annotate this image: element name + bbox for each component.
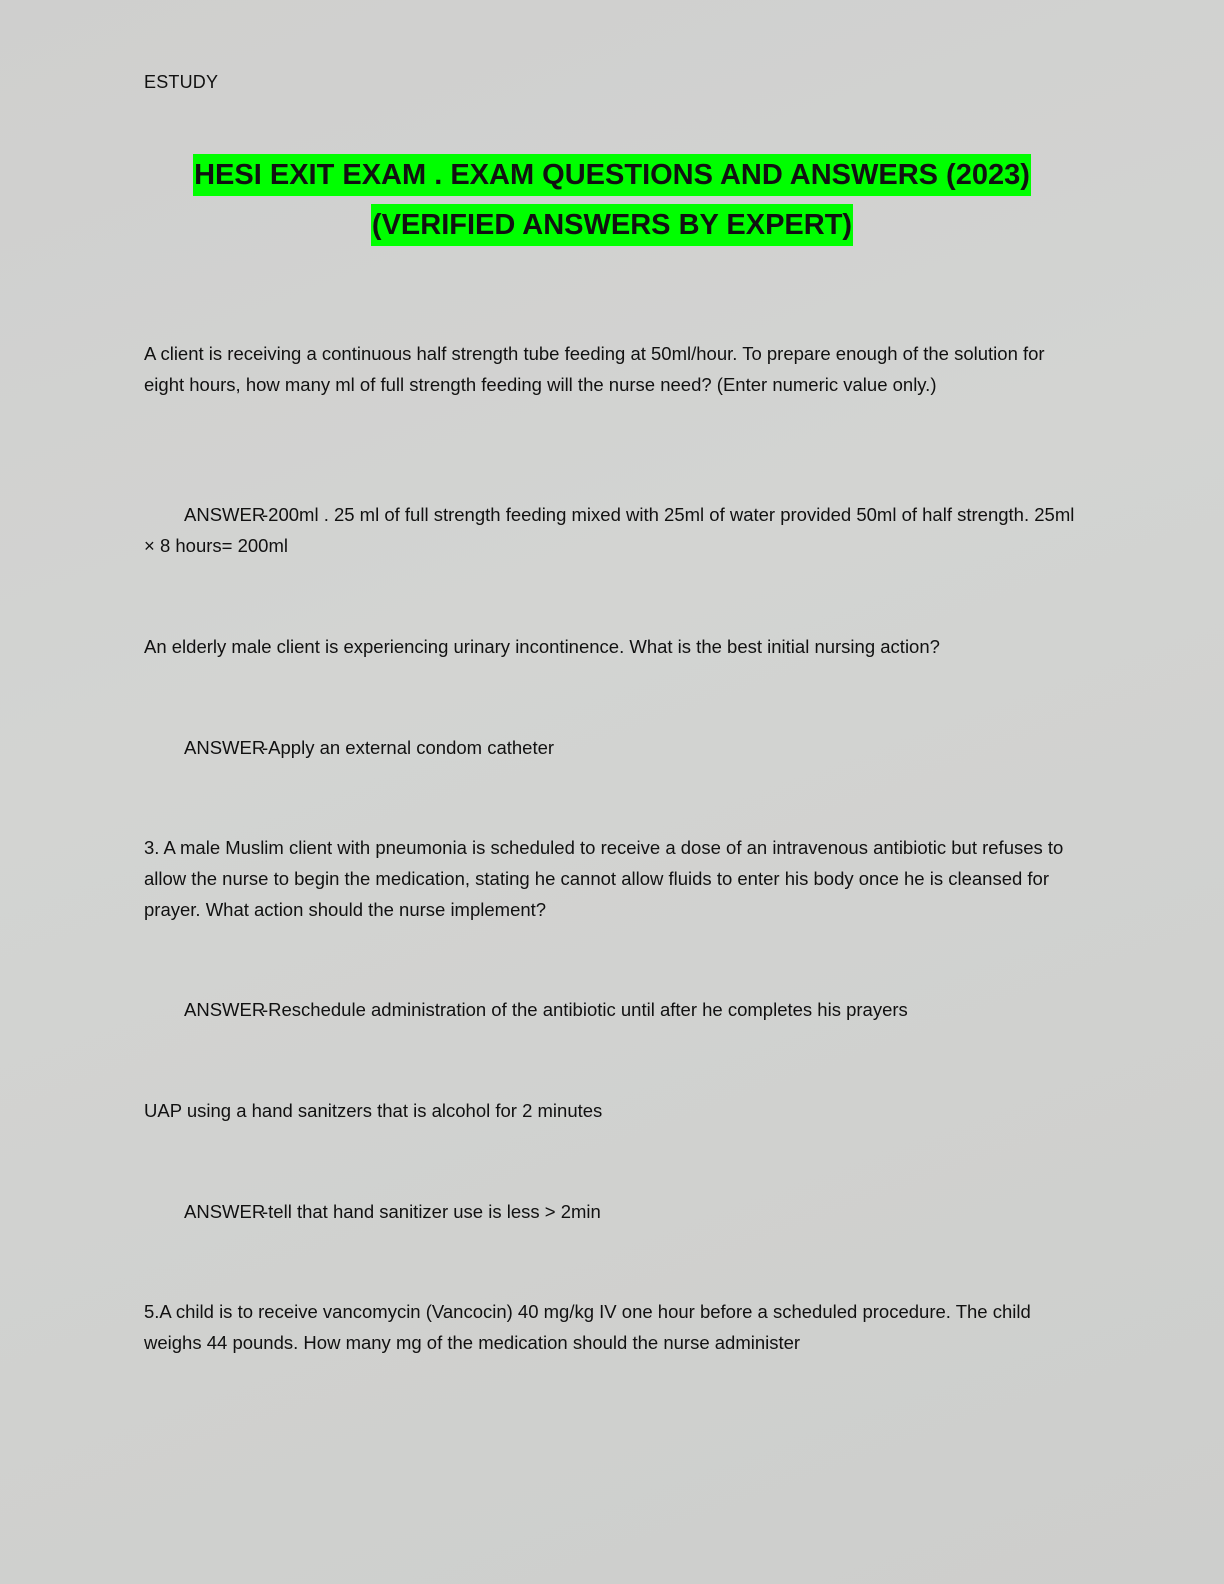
answer-4 bbox=[144, 1196, 1080, 1227]
answer-1 bbox=[144, 499, 1080, 561]
question-4: UAP using a hand sanitzers that is alcohol for 2 minutes bbox=[144, 1100, 603, 1121]
question-1: A client is receiving a continuous half strength tube feeding at 50ml/hour. To prepare enough of the solution for eight hours, how many ml of full strength feeding will the nurse need? (Enter numeric value only.) bbox=[144, 343, 1045, 395]
answer-3-label: ANSWER bbox=[184, 999, 266, 1020]
header-label: ESTUDY bbox=[144, 72, 219, 92]
answer-3 bbox=[144, 994, 1080, 1025]
answer-3-text: -Reschedule administration of the antibiotic until after he completes his prayers bbox=[262, 999, 908, 1020]
question-2: An elderly male client is experiencing urinary incontinence. What is the best initial nursing action? bbox=[144, 636, 940, 657]
answer-4-text: -tell that hand sanitizer use is less > 2min bbox=[262, 1201, 601, 1222]
answer-1-text: -200ml . 25 ml of full strength feeding mixed with 25ml of water provided 50ml of half strength. 25ml × 8 hours= 200ml bbox=[144, 504, 1075, 556]
title-line-1: HESI EXIT EXAM . EXAM QUESTIONS AND ANSWERS (2023) bbox=[193, 154, 1031, 196]
answer-1-label: ANSWER bbox=[184, 504, 266, 525]
answer-2-label: ANSWER bbox=[184, 737, 266, 758]
answer-2-text: -Apply an external condom catheter bbox=[262, 737, 555, 758]
title-line-2: (VERIFIED ANSWERS BY EXPERT) bbox=[371, 204, 853, 246]
question-5: 5.A child is to receive vancomycin (Vancocin) 40 mg/kg IV one hour before a scheduled procedure. The child weighs 44 pounds. How many mg of the medication should the nurse administer bbox=[144, 1301, 1031, 1353]
answer-2 bbox=[144, 732, 1080, 763]
document-title bbox=[144, 150, 1080, 250]
answer-4-label: ANSWER bbox=[184, 1201, 266, 1222]
question-3: 3. A male Muslim client with pneumonia is scheduled to receive a dose of an intravenous antibiotic but refuses to allow the nurse to begin the medication, stating he cannot allow fluids to enter his body once he is cleansed for prayer. What action should the nurse implement? bbox=[144, 837, 1064, 920]
